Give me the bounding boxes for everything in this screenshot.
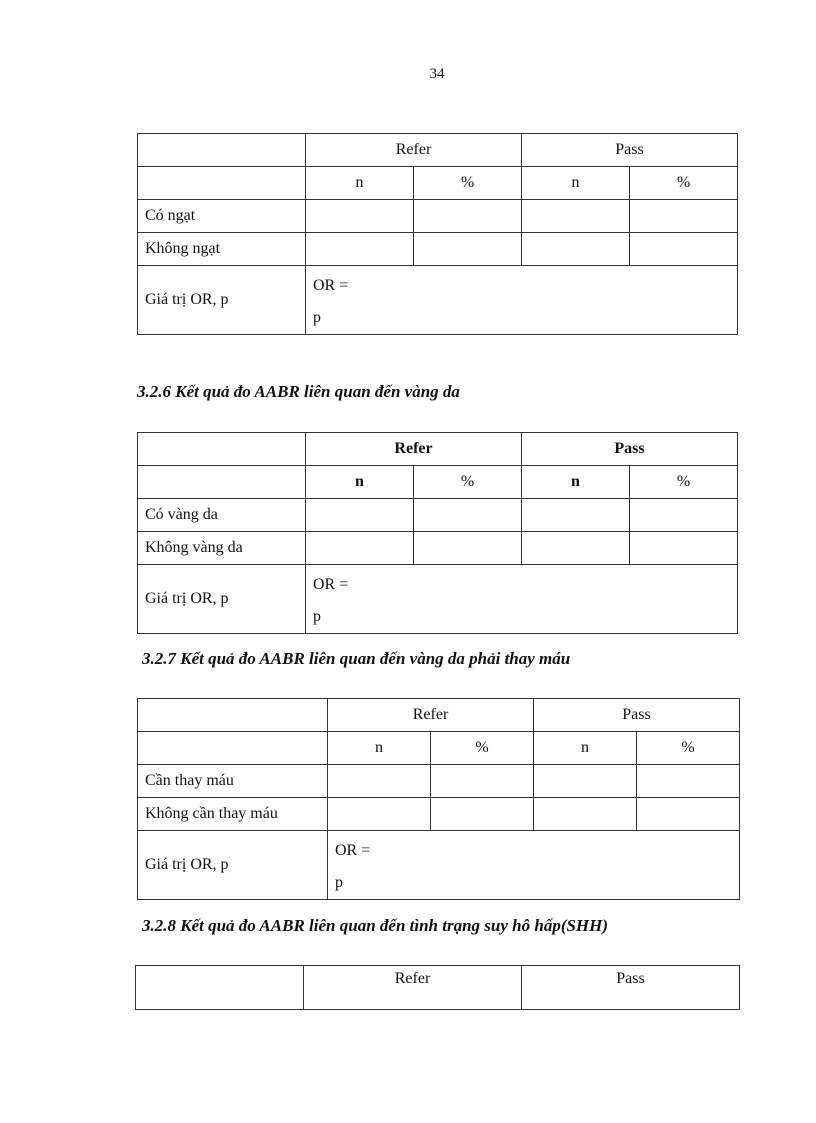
data-cell bbox=[637, 765, 740, 798]
pass-header: Pass bbox=[522, 433, 738, 466]
data-cell bbox=[630, 233, 738, 266]
p-text: p bbox=[313, 608, 321, 625]
pass-n-header: n bbox=[534, 732, 637, 765]
pass-percent-header: % bbox=[630, 167, 738, 200]
or-row bbox=[138, 565, 738, 634]
section-heading-3-2-7: 3.2.7 Kết quả đo AABR liên quan đến vàng da phải thay máu bbox=[142, 649, 571, 668]
data-cell bbox=[534, 798, 637, 831]
row-label: Có vàng da bbox=[138, 499, 306, 532]
row-label: Không cần thay máu bbox=[138, 798, 328, 831]
table-row bbox=[138, 765, 740, 798]
refer-header: Refer bbox=[306, 134, 522, 167]
or-value-cell bbox=[328, 831, 740, 900]
row-label: Không vàng da bbox=[138, 532, 306, 565]
pass-header: Pass bbox=[534, 699, 740, 732]
data-cell bbox=[431, 798, 534, 831]
data-cell bbox=[522, 499, 630, 532]
or-label: Giá trị OR, p bbox=[138, 831, 328, 900]
data-cell bbox=[630, 499, 738, 532]
subheader-empty-cell bbox=[138, 466, 306, 499]
header-empty-cell bbox=[136, 966, 304, 1010]
section-heading-3-2-8: 3.2.8 Kết quả đo AABR liên quan đến tình trạng suy hô hấp(SHH) bbox=[142, 916, 609, 935]
table-respiratory-distress bbox=[135, 965, 740, 1010]
p-text: p bbox=[335, 874, 343, 891]
data-cell bbox=[306, 532, 414, 565]
table-asphyxia bbox=[137, 133, 738, 335]
or-row bbox=[138, 831, 740, 900]
refer-header: Refer bbox=[304, 966, 522, 1010]
refer-header: Refer bbox=[328, 699, 534, 732]
pass-n-header: n bbox=[522, 466, 630, 499]
data-cell bbox=[414, 499, 522, 532]
data-cell bbox=[630, 200, 738, 233]
data-cell bbox=[414, 233, 522, 266]
row-label: Không ngạt bbox=[138, 233, 306, 266]
subheader-empty-cell bbox=[138, 732, 328, 765]
row-label: Cần thay máu bbox=[138, 765, 328, 798]
refer-percent-header: % bbox=[431, 732, 534, 765]
pass-header: Pass bbox=[522, 966, 740, 1010]
pass-percent-header: % bbox=[630, 466, 738, 499]
refer-n-header: n bbox=[306, 466, 414, 499]
table-jaundice bbox=[137, 432, 738, 634]
data-cell bbox=[522, 233, 630, 266]
or-value-cell bbox=[306, 565, 738, 634]
pass-percent-header: % bbox=[637, 732, 740, 765]
or-text: OR = bbox=[313, 576, 349, 593]
section-heading-3-2-6: 3.2.6 Kết quả đo AABR liên quan đến vàng da bbox=[137, 382, 460, 401]
table-row bbox=[138, 200, 738, 233]
refer-percent-header: % bbox=[414, 167, 522, 200]
subheader-empty-cell bbox=[138, 167, 306, 200]
or-row bbox=[138, 266, 738, 335]
p-text: p bbox=[313, 309, 321, 326]
data-cell bbox=[637, 798, 740, 831]
data-cell bbox=[534, 765, 637, 798]
data-cell bbox=[306, 499, 414, 532]
data-cell bbox=[414, 532, 522, 565]
refer-percent-header: % bbox=[414, 466, 522, 499]
refer-n-header: n bbox=[328, 732, 431, 765]
data-cell bbox=[431, 765, 534, 798]
data-cell bbox=[522, 200, 630, 233]
pass-header: Pass bbox=[522, 134, 738, 167]
table-row bbox=[138, 233, 738, 266]
table-row bbox=[138, 499, 738, 532]
data-cell bbox=[630, 532, 738, 565]
refer-header: Refer bbox=[306, 433, 522, 466]
or-value-cell bbox=[306, 266, 738, 335]
row-label: Có ngạt bbox=[138, 200, 306, 233]
header-empty-cell bbox=[138, 433, 306, 466]
table-exchange-transfusion bbox=[137, 698, 740, 900]
or-label: Giá trị OR, p bbox=[138, 266, 306, 335]
header-empty-cell bbox=[138, 134, 306, 167]
pass-n-header: n bbox=[522, 167, 630, 200]
data-cell bbox=[328, 765, 431, 798]
or-text: OR = bbox=[313, 277, 349, 294]
table-row bbox=[138, 532, 738, 565]
or-label: Giá trị OR, p bbox=[138, 565, 306, 634]
data-cell bbox=[306, 200, 414, 233]
data-cell bbox=[328, 798, 431, 831]
table-row bbox=[138, 798, 740, 831]
refer-n-header: n bbox=[306, 167, 414, 200]
page-number: 34 bbox=[429, 66, 445, 82]
or-text: OR = bbox=[335, 842, 371, 859]
data-cell bbox=[306, 233, 414, 266]
data-cell bbox=[414, 200, 522, 233]
data-cell bbox=[522, 532, 630, 565]
header-empty-cell bbox=[138, 699, 328, 732]
